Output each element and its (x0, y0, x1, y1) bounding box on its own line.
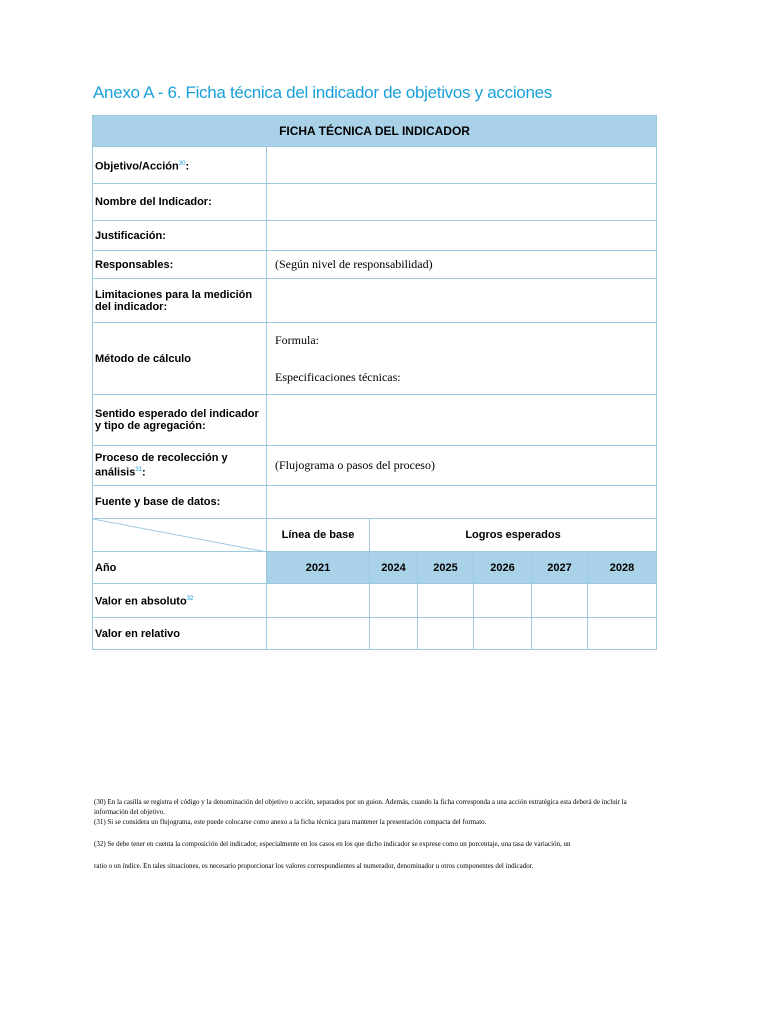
year-cell: 2024 (370, 552, 418, 584)
proceso-label: Proceso de recolección y análisis$^{31}$: (93, 446, 267, 486)
sentido-label: Sentido esperado del indicador y tipo de agregación: (93, 395, 267, 446)
limitaciones-value (267, 279, 657, 323)
logros-header: Logros esperados (370, 519, 657, 552)
value-cell (418, 618, 474, 650)
diagonal-line (93, 519, 267, 552)
especificaciones-text: Especificaciones técnicas: (275, 369, 401, 384)
formula-text: Formula: (275, 332, 319, 347)
sentido-value (267, 395, 657, 446)
objetivo-value (267, 147, 657, 184)
nombre-value (267, 184, 657, 221)
linea-base-header: Línea de base (267, 519, 370, 552)
fuente-label: Fuente y base de datos: (93, 486, 267, 519)
value-cell (474, 618, 532, 650)
value-cell (370, 584, 418, 618)
justificacion-label: Justificación: (93, 221, 267, 251)
footnote-ref-32: 32 (186, 596, 194, 603)
year-cell: 2027 (532, 552, 588, 584)
metodo-value (267, 323, 657, 395)
year-cell: 2026 (474, 552, 532, 584)
value-cell (588, 584, 657, 618)
fuente-value (267, 486, 657, 519)
year-cell: 2025 (418, 552, 474, 584)
justificacion-value (267, 221, 657, 251)
proceso-value: (Flujograma o pasos del proceso) (267, 446, 657, 486)
footnote-30: (30) En la casilla se registra el código y la denominación del objetivo o acción, separados por un guion. Además, cuando la ficha corresponda a una acción estratégica esta deberá de incluir la información del objetivo. (94, 798, 627, 816)
value-cell (418, 584, 474, 618)
footnote-ref-31: 31 (135, 467, 143, 474)
metodo-label: Método de cálculo (93, 323, 267, 395)
value-cell (267, 618, 370, 650)
page-title: Anexo A - 6. Ficha técnica del indicador de objetivos y acciones (93, 83, 552, 102)
valor-relativo-label: Valor en relativo (93, 618, 267, 650)
footnote-31: (31) Si se considera un flujograma, este puede colocarse como anexo a la ficha técnica para mantener la presentación compacta del formato. (94, 818, 487, 826)
value-cell (588, 618, 657, 650)
footnotes (94, 797, 654, 871)
value-cell (370, 618, 418, 650)
limitaciones-label: Limitaciones para la medición del indicador: (93, 279, 267, 323)
anio-label: Año (93, 552, 267, 584)
table-header: FICHA TÉCNICA DEL INDICADOR (93, 116, 657, 147)
footnote-ref-30: 30 (178, 160, 186, 167)
nombre-label: Nombre del Indicador: (93, 184, 267, 221)
objetivo-label: Objetivo/Acción$^{30}$: (93, 147, 267, 184)
value-cell (267, 584, 370, 618)
responsables-label: Responsables: (93, 251, 267, 279)
year-cell: 2028 (588, 552, 657, 584)
value-cell (532, 618, 588, 650)
diagonal-cell (93, 519, 267, 552)
footnote-32b: ratio o un índice. En tales situaciones, es necesario proporcionar los valores correspondientes al numerador, denominador u otros componentes del indicador. (94, 862, 534, 870)
responsables-value: (Según nivel de responsabilidad) (267, 251, 657, 279)
footnote-32a: (32) Se debe tener en cuenta la composición del indicador, especialmente en los casos en los que dicho indicador se exprese como un porcentaje, una tasa de variación, un (94, 840, 571, 848)
ficha-tecnica-table (92, 115, 657, 650)
year-cell: 2021 (267, 552, 370, 584)
value-cell (532, 584, 588, 618)
value-cell (474, 584, 532, 618)
valor-absoluto-label: Valor en absoluto$^{32}$ (93, 584, 267, 618)
